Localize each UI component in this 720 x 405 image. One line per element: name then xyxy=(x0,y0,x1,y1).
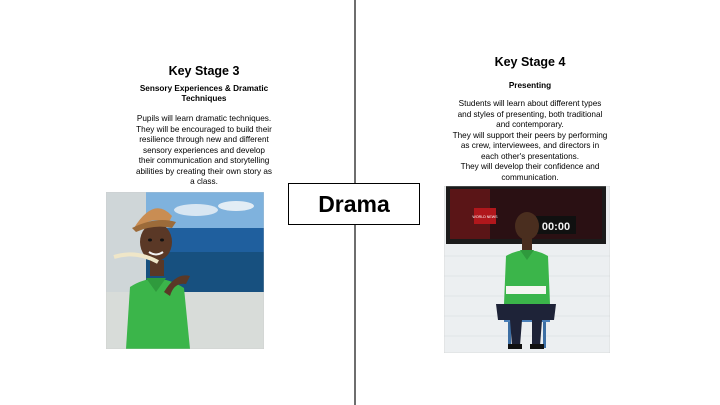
subtitle-line: Sensory Experiences & Dramatic xyxy=(139,84,269,93)
body-line: their communication and storytelling xyxy=(138,156,270,165)
body-line: a class. xyxy=(190,177,218,186)
screen-logo: WORLD NEWS xyxy=(472,215,498,219)
body-line: each other's presentations. xyxy=(480,151,580,161)
body-line: They will be encouraged to build their xyxy=(136,124,272,134)
body-line: communication. xyxy=(501,172,559,182)
body-line: and styles of presenting, both traditional xyxy=(457,109,603,119)
body-line: and contemporary. xyxy=(496,120,564,129)
body-line: as crew, interviewees, and directors in xyxy=(460,141,600,150)
pupil-drama-photo xyxy=(106,192,264,349)
key-stage-4-subtitle xyxy=(432,81,628,91)
key-stage-3-section xyxy=(104,64,304,78)
student-presenting-photo xyxy=(444,186,610,353)
screen-timer: 00:00 xyxy=(541,221,571,233)
key-stage-3-subtitle xyxy=(104,84,304,104)
key-stage-4-section xyxy=(432,55,628,69)
body-line: sensory experiences and develop xyxy=(143,145,265,155)
body-line: They will support their peers by performing xyxy=(452,130,608,140)
page-title: Drama xyxy=(318,190,390,217)
body-line: abilities by creating their own story as xyxy=(135,166,273,176)
subtitle-line: Techniques xyxy=(181,94,227,103)
body-line: resilience through new and different xyxy=(139,135,269,144)
body-line: They will develop their confidence and xyxy=(460,162,600,171)
drama-title-box xyxy=(288,183,420,225)
key-stage-4-title: Key Stage 4 xyxy=(494,55,566,69)
subtitle-line: Presenting xyxy=(508,81,552,90)
key-stage-3-body xyxy=(104,114,304,188)
body-line: Students will learn about different types xyxy=(458,99,602,108)
body-line: Pupils will learn dramatic techniques. xyxy=(136,114,272,123)
key-stage-3-title: Key Stage 3 xyxy=(168,64,240,78)
key-stage-4-body xyxy=(432,99,628,183)
